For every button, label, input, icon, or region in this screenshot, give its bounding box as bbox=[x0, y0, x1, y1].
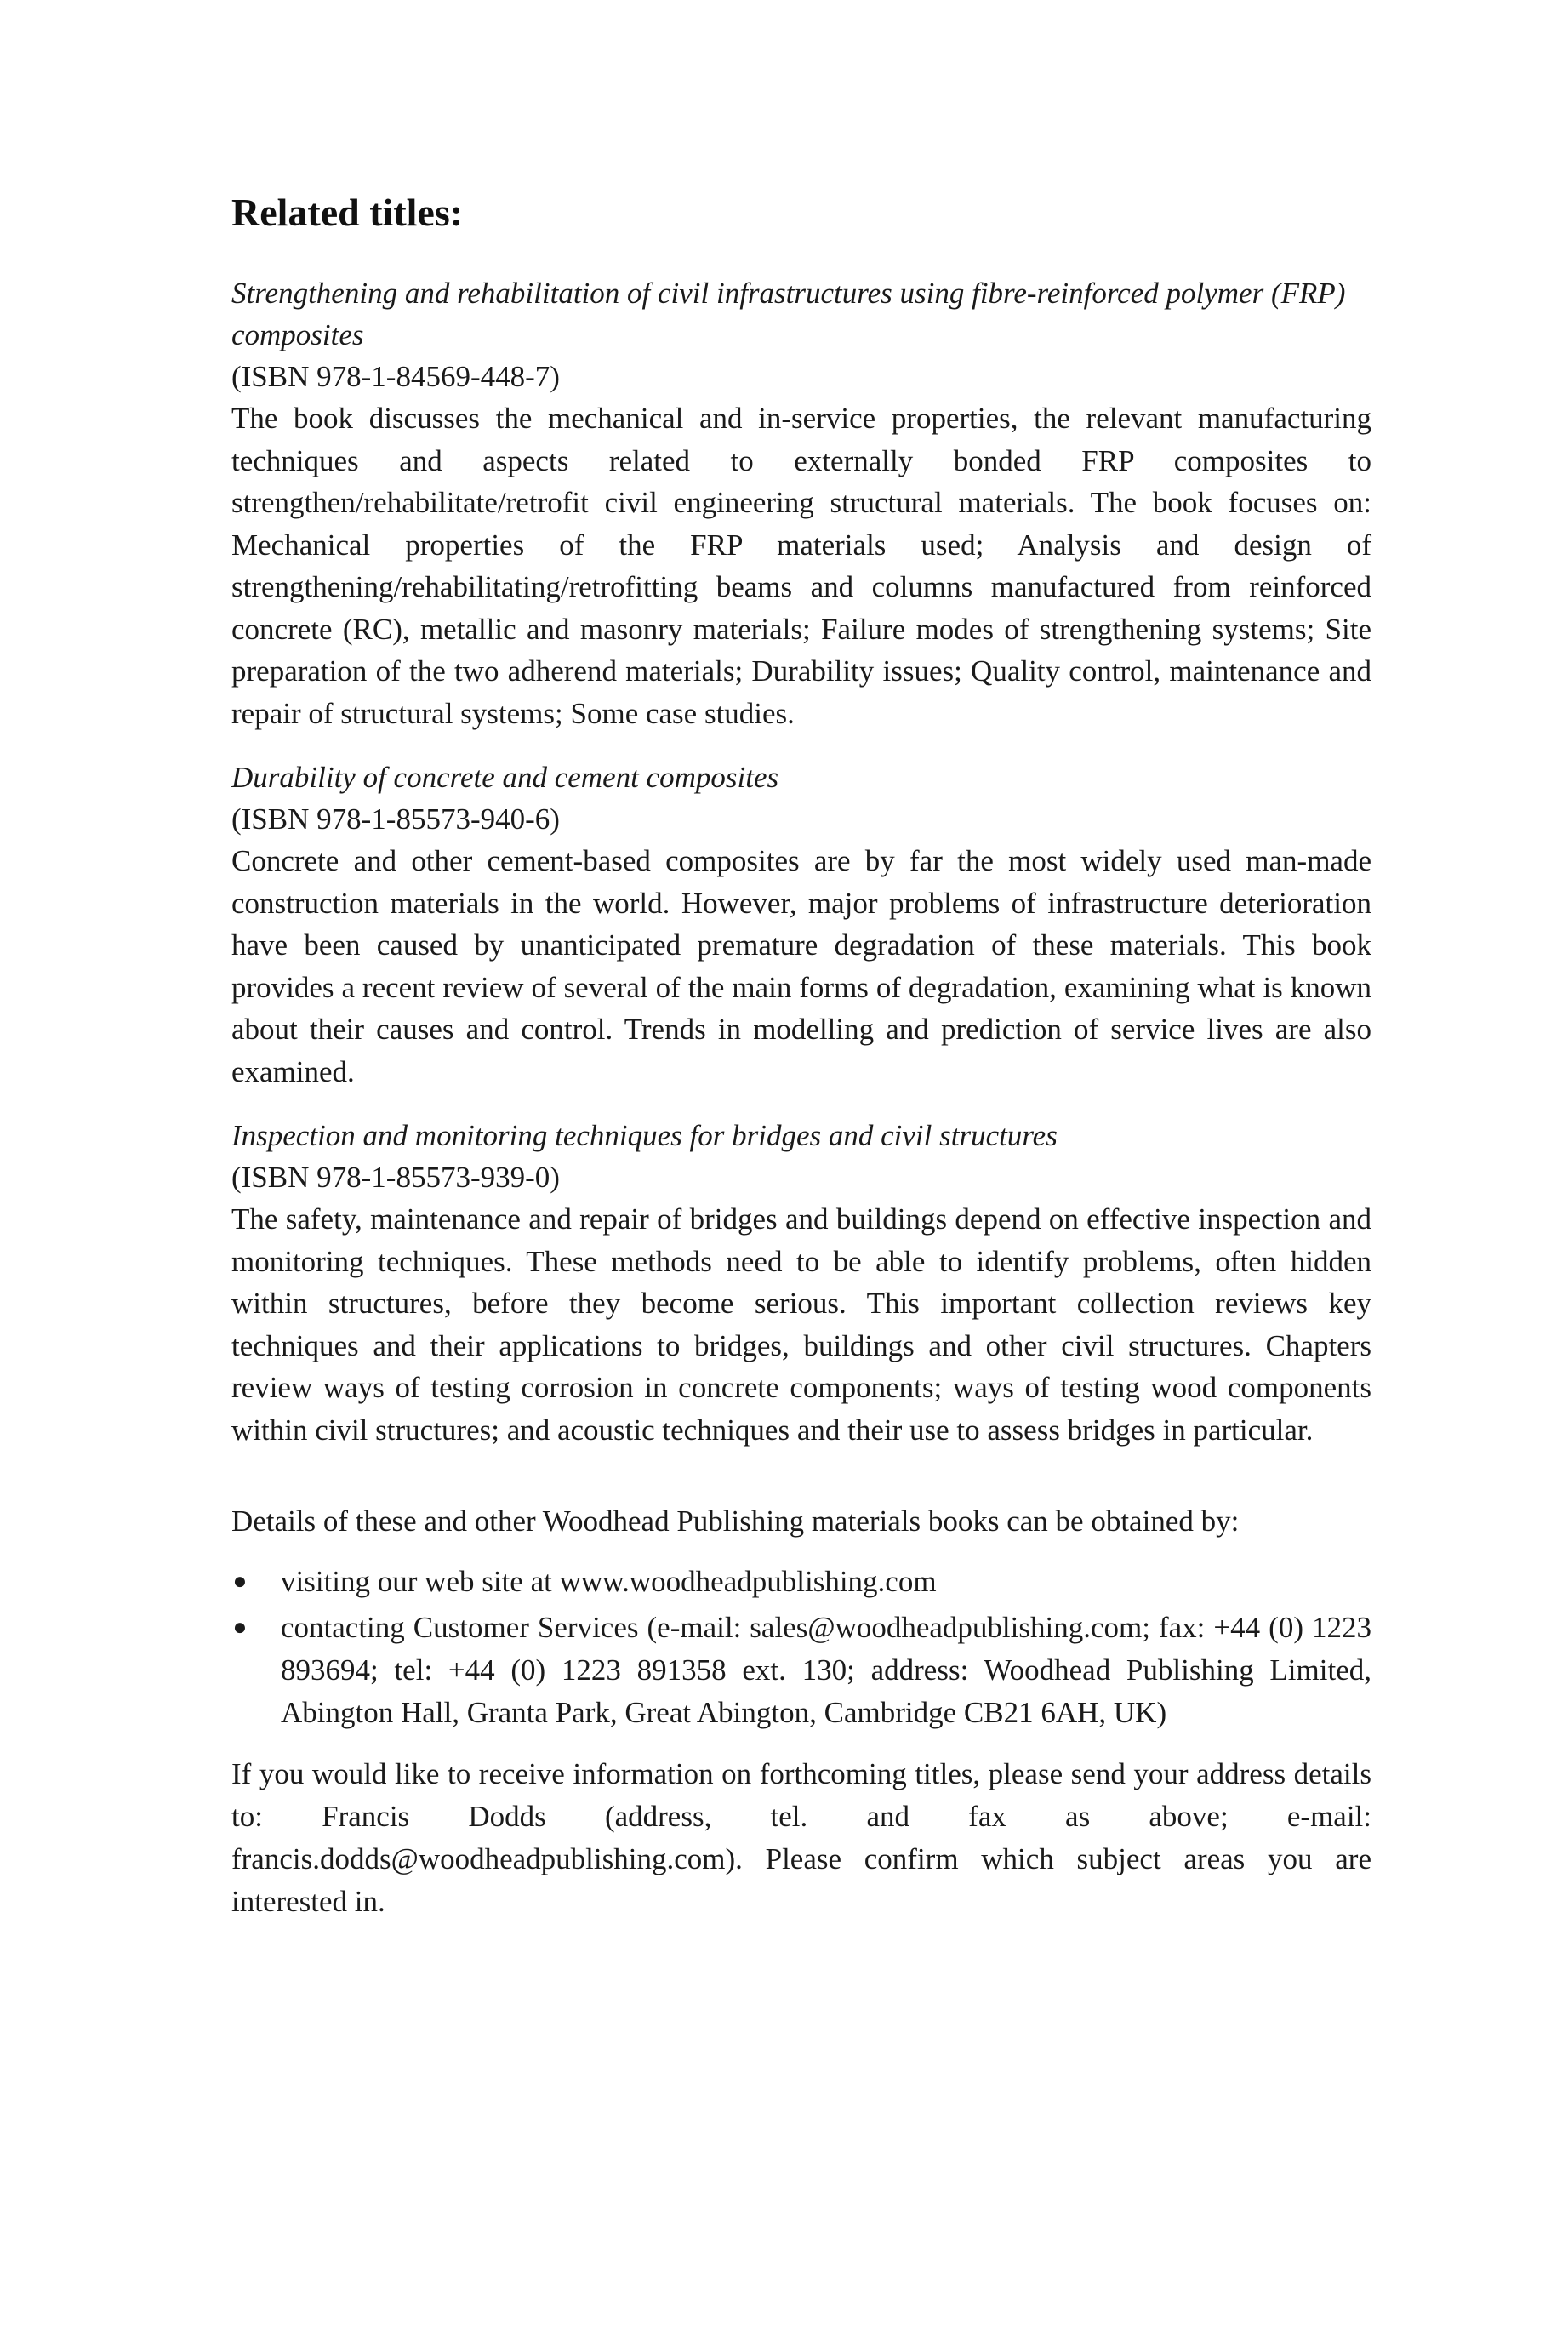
entry-description: The safety, maintenance and repair of bridges and buildings depend on effective inspection and monitoring techniques. These methods need to be able to identify problems, often hidden within structures, before they become serious. This important collection reviews key techniques and their applications to bridges, buildings and other civil structures. Chapters review ways of testing corrosion in concrete components; ways of testing wood components within civil structures; and acoustic techniques and their use to assess bridges in particular. bbox=[231, 1202, 1371, 1447]
related-title-entry bbox=[231, 756, 1371, 1093]
entry-isbn: (ISBN 978-1-84569-448-7) bbox=[231, 360, 560, 393]
bullet-text: contacting Customer Services (e-mail: sales@woodheadpublishing.com; fax: +44 (0) 1223 893694; tel: +44 (0) 1223 891358 ext. 130; address: Woodhead Publishing Limited, Abington Hall, Granta Park, Great Abington, Cambridge CB21 6AH, UK) bbox=[281, 1611, 1371, 1729]
entry-isbn: (ISBN 978-1-85573-940-6) bbox=[231, 802, 560, 836]
bullet-icon: ● bbox=[232, 1568, 248, 1595]
entry-title: Durability of concrete and cement composites bbox=[231, 761, 779, 794]
closing-paragraph: If you would like to receive information on forthcoming titles, please send your address details to: Francis Dodds (address, tel. and fax as above; e-mail: francis.dodds@woodheadpublishing.com). Please confirm which subject areas you are interested in. bbox=[231, 1757, 1371, 1918]
entry-description: The book discusses the mechanical and in-service properties, the relevant manufacturing techniques and aspects related to externally bonded FRP composites to strengthen/rehabilitate/retrofit civil engineering structural materials. The book focuses on: Mechanical properties of the FRP materials used; Analysis and design of strengthening/rehabilitating/retrofitting beams and columns manufactured from reinforced concrete (RC), metallic and masonry materials; Failure modes of strengthening systems; Site preparation of the two adherend materials; Durability issues; Quality control, maintenance and repair of structural systems; Some case studies. bbox=[231, 402, 1371, 730]
list-item bbox=[231, 1561, 1371, 1603]
related-title-entry bbox=[231, 272, 1371, 734]
entry-description: Concrete and other cement-based composites are by far the most widely used man-made construction materials in the world. However, major problems of infrastructure deterioration have been caused by unanticipated premature degradation of these materials. This book provides a recent review of several of the main forms of degradation, examining what is known about their causes and control. Trends in modelling and prediction of service lives are also examined. bbox=[231, 844, 1371, 1088]
bullet-icon: ● bbox=[232, 1614, 248, 1641]
contact-list bbox=[231, 1561, 1371, 1734]
entry-isbn: (ISBN 978-1-85573-939-0) bbox=[231, 1161, 560, 1194]
page-content bbox=[231, 189, 1371, 1923]
details-intro: Details of these and other Woodhead Publishing materials books can be obtained by: bbox=[231, 1504, 1240, 1538]
entry-title: Inspection and monitoring techniques for bridges and civil structures bbox=[231, 1119, 1058, 1152]
page-heading: Related titles: bbox=[231, 191, 464, 234]
related-title-entry bbox=[231, 1115, 1371, 1451]
list-item bbox=[231, 1607, 1371, 1734]
bullet-text: visiting our web site at www.woodheadpublishing.com bbox=[281, 1565, 937, 1598]
entry-title: Strengthening and rehabilitation of civil infrastructures using fibre-reinforced polymer (FRP) composites bbox=[231, 277, 1346, 351]
